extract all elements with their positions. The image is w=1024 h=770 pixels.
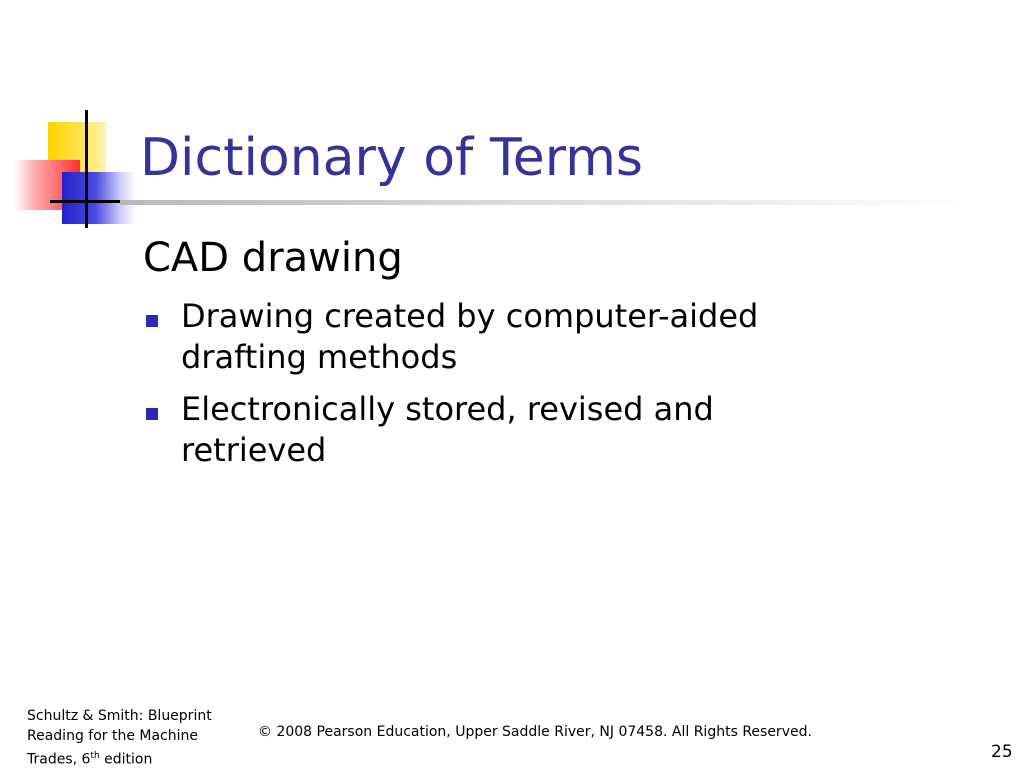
footer-ordinal-suffix: th	[90, 751, 100, 761]
bullet-item	[143, 296, 783, 378]
bullet-text: Electronically stored, revised and retrieved	[181, 390, 714, 469]
footer-book-line	[27, 746, 237, 770]
title-underline	[120, 200, 970, 205]
footer-book-line: Reading for the Machine	[27, 728, 199, 744]
logo-horizontal-line	[50, 200, 120, 203]
logo-vertical-line	[85, 110, 88, 228]
square-bullet-icon	[146, 408, 158, 420]
footer-book-credit	[27, 706, 237, 770]
square-bullet-icon	[146, 315, 158, 327]
bullet-text: Drawing created by computer-aided drafting methods	[181, 297, 759, 376]
footer-book-text: edition	[99, 751, 153, 768]
footer-book-text: Trades, 6	[27, 751, 91, 768]
blue-square	[62, 172, 136, 224]
definition-list	[143, 296, 783, 482]
term-heading: CAD drawing	[143, 235, 403, 281]
footer-book-line: Schultz & Smith: Blueprint	[27, 708, 212, 724]
bullet-item	[143, 389, 783, 471]
slide-title: Dictionary of Terms	[140, 128, 644, 188]
page-number: 25	[991, 742, 1013, 762]
footer-copyright: © 2008 Pearson Education, Upper Saddle River, NJ 07458. All Rights Reserved.	[258, 724, 812, 740]
